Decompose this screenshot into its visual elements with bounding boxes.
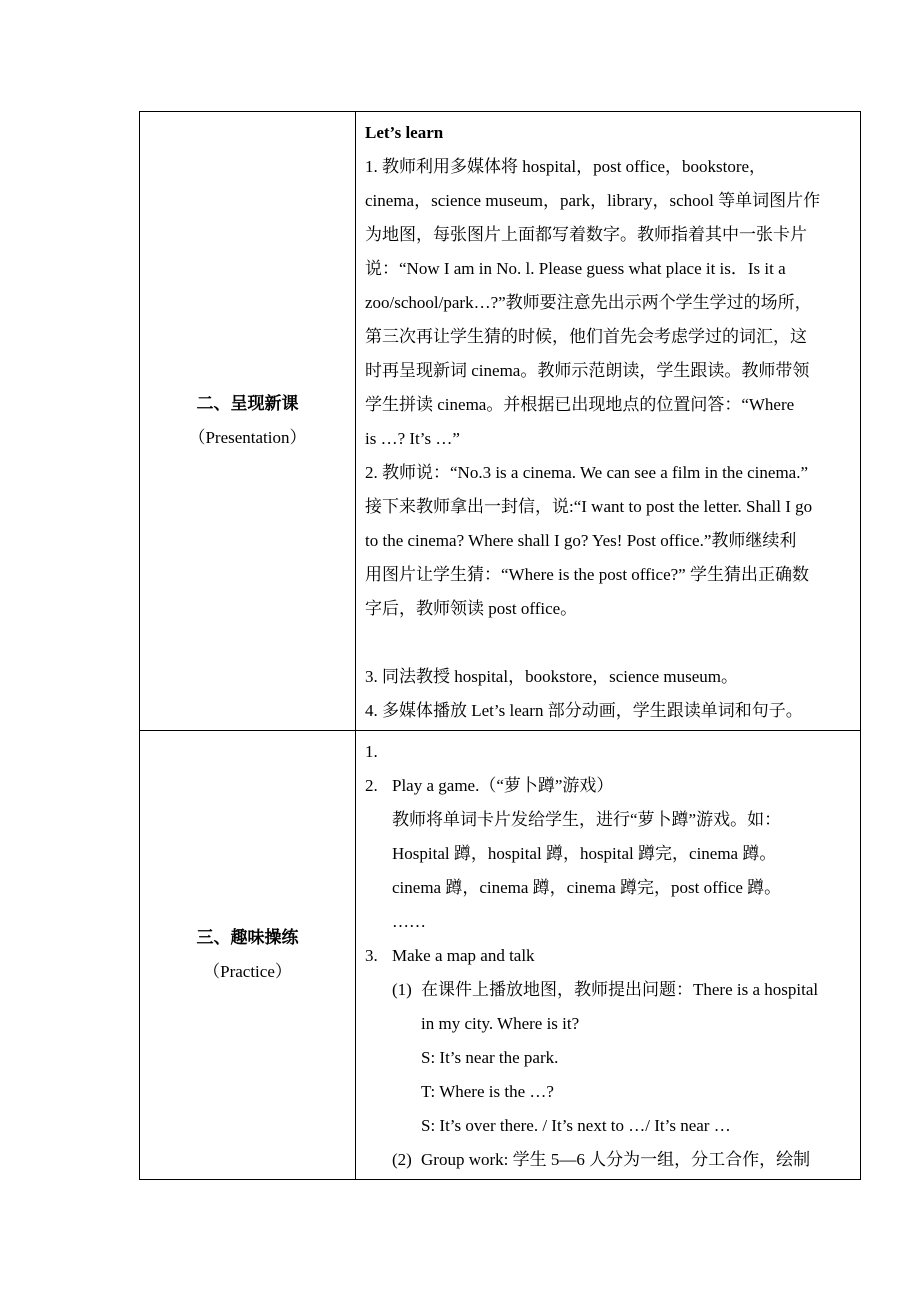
practice-row [140, 731, 861, 1180]
presentation-line: 1. 教师利用多媒体将 hospital，post office，bookstore， [365, 157, 767, 176]
presentation-stage-title: 二、呈现新课 [196, 394, 299, 413]
presentation-line: 3. 同法教授 hospital，bookstore，science museum。 [365, 667, 739, 686]
presentation-line: 4. 多媒体播放 Let’s learn 部分动画，学生跟读单词和句子。 [365, 701, 803, 720]
item-title: Play a game.（“萝卜蹲”游戏） [392, 776, 614, 795]
dialogue-line: S: It’s near the park. [421, 1048, 559, 1067]
presentation-line: 2. 教师说：“No.3 is a cinema. We can see a film in the cinema.” [365, 463, 809, 482]
lesson-plan-table [139, 111, 861, 1180]
presentation-line: is …? It’s …” [365, 429, 460, 448]
presentation-line: 用图片让学生猜：“Where is the post office?” 学生猜出正确数 [365, 565, 809, 584]
presentation-line: zoo/school/park…?”教师要注意先出示两个学生学过的场所， [365, 293, 812, 312]
practice-stage-cell [140, 731, 356, 1180]
item-number: 1. [365, 742, 378, 761]
practice-item-2 [365, 769, 854, 803]
presentation-line: 字后，教师领读 post office。 [365, 599, 578, 618]
sub-item-number: (1) [392, 980, 412, 999]
sub-item-text: 在课件上播放地图，教师提出问题：There is a hospital [421, 980, 819, 999]
item-title: Make a map and talk [392, 946, 535, 965]
sub-item-2 [365, 1143, 854, 1177]
practice-item-1 [365, 735, 854, 769]
presentation-line: 时再呈现新词 cinema。教师示范朗读，学生跟读。教师带领 [365, 361, 810, 380]
presentation-content-cell [356, 112, 861, 731]
sub-item-number: (2) [392, 1150, 412, 1169]
item-number: 2. [365, 776, 378, 795]
dialogue-line: S: It’s over there. / It’s next to …/ It’s near … [421, 1116, 731, 1135]
lets-learn-heading: Let’s learn [365, 123, 444, 142]
presentation-line: 接下来教师拿出一封信，说:“I want to post the letter. Shall I go [365, 497, 813, 516]
sub-item-1 [365, 973, 854, 1007]
practice-stage-subtitle: （Practice） [203, 962, 292, 981]
dialogue-line: in my city. Where is it? [421, 1014, 580, 1033]
presentation-stage-cell [140, 112, 356, 731]
game-line: cinema 蹲，cinema 蹲，cinema 蹲完，post office 蹲。 [392, 878, 782, 897]
item-number: 3. [365, 946, 378, 965]
presentation-line: to the cinema? Where shall I go? Yes! Post office.”教师继续利 [365, 531, 797, 550]
practice-content-cell [356, 731, 861, 1180]
game-line: 教师将单词卡片发给学生，进行“萝卜蹲”游戏。如： [392, 810, 782, 829]
paragraph-gap [365, 626, 854, 660]
presentation-line: cinema，science museum，park，library，school 等单词图片作 [365, 191, 821, 210]
presentation-line: 说：“Now I am in No. l. Please guess what place it is．Is it a [365, 259, 786, 278]
presentation-row [140, 112, 861, 731]
sub-item-text: Group work: 学生 5—6 人分为一组，分工合作，绘制 [421, 1150, 811, 1169]
presentation-line: 学生拼读 cinema。并根据已出现地点的位置问答：“Where [365, 395, 795, 414]
game-line: Hospital 蹲，hospital 蹲，hospital 蹲完，cinema 蹲。 [392, 844, 777, 863]
game-line: …… [392, 912, 426, 931]
presentation-line: 第三次再让学生猜的时候，他们首先会考虑学过的词汇，这 [365, 327, 807, 346]
practice-stage-title: 三、趣味操练 [196, 928, 299, 947]
practice-item-3 [365, 939, 854, 973]
dialogue-line: T: Where is the …? [421, 1082, 554, 1101]
presentation-line: 为地图，每张图片上面都写着数字。教师指着其中一张卡片 [365, 225, 807, 244]
presentation-stage-subtitle: （Presentation） [188, 428, 307, 447]
